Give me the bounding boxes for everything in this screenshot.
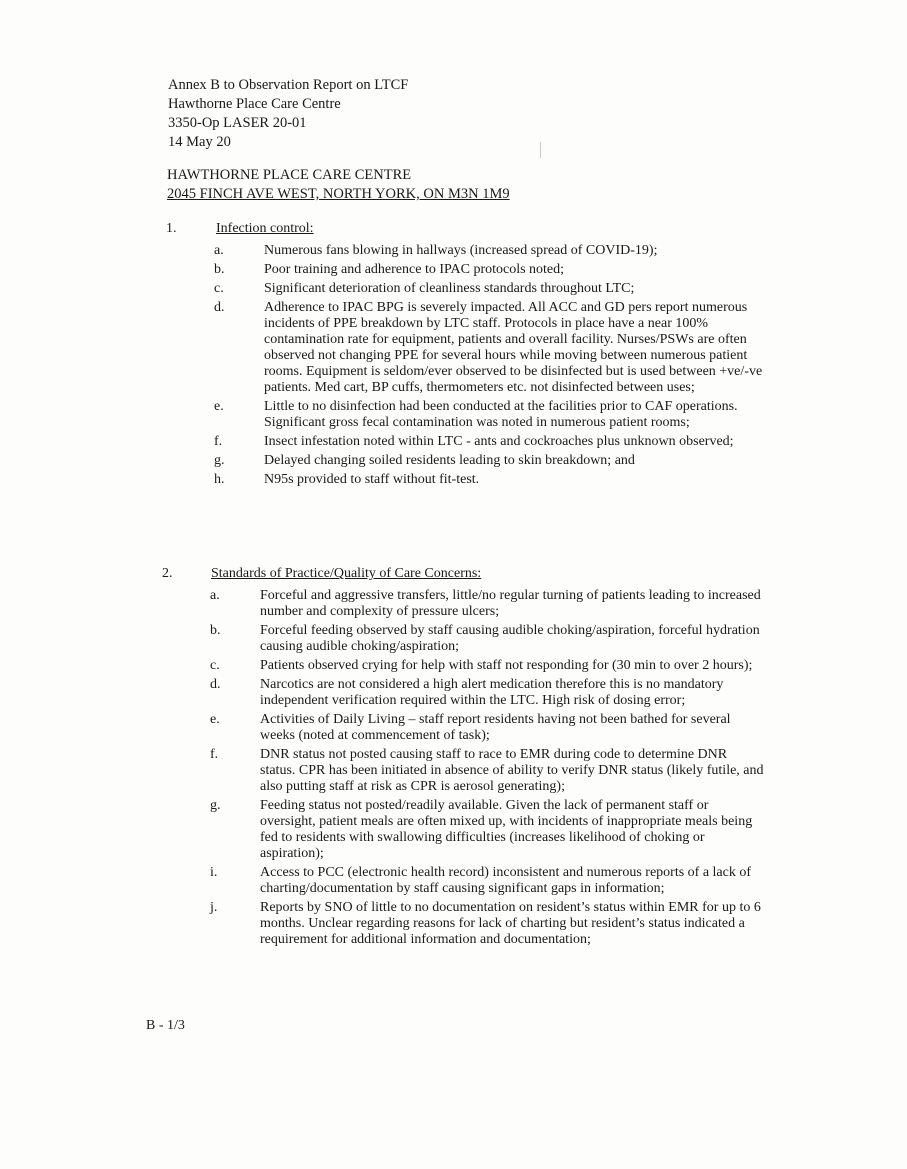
item-text: Feeding status not posted/readily available. Given the lack of permanent staff or oversight, patient meals are often mixed up, with incidents of inappropriate meals being fed to residents with swallowing difficulties (increases likelihood of choking or aspiration); — [260, 798, 753, 861]
facility-name: HAWTHORNE PLACE CARE CENTRE — [167, 167, 412, 183]
item-letter: j. — [210, 900, 218, 915]
item-text: Adherence to IPAC BPG is severely impacted. All ACC and GD pers report numerous incidents of PPE breakdown by LTC staff. Protocols in place have a near 100% contamination rate for equipment, patients and overall facility. Nurses/PSWs are often observed not changing PPE for several hours while moving between numerous patient rooms. Equipment is seldom/ever observed to be disinfected but is used between +ve/-ve patients. Med cart, BP cuffs, thermometers etc. not disinfected between uses; — [264, 300, 763, 395]
section-items — [214, 243, 769, 491]
section-title: Standards of Practice/Quality of Care Concerns: — [211, 566, 482, 581]
item-letter: a. — [214, 243, 224, 258]
item-letter: c. — [210, 658, 220, 673]
section-number: 2. — [162, 566, 173, 581]
item-letter: e. — [210, 712, 220, 727]
item-text: N95s provided to staff without fit-test. — [264, 472, 480, 487]
scan-artifact — [540, 142, 541, 158]
item-letter: h. — [214, 472, 225, 487]
list-item — [214, 434, 769, 450]
header-line-date: 14 May 20 — [168, 134, 231, 150]
item-letter: b. — [214, 262, 225, 277]
item-text: Little to no disinfection had been conducted at the facilities prior to CAF operations. Significant gross fecal contamination was noted in numerous patient rooms; — [264, 399, 738, 430]
item-letter: d. — [210, 677, 221, 692]
list-item — [210, 623, 765, 655]
list-item — [210, 712, 765, 744]
header-line-facility: Hawthorne Place Care Centre — [168, 96, 341, 112]
section-title: Infection control: — [216, 221, 314, 236]
list-item — [214, 281, 769, 297]
list-item — [210, 677, 765, 709]
item-letter: b. — [210, 623, 221, 638]
item-text: Patients observed crying for help with staff not responding for (30 min to over 2 hours); — [260, 658, 753, 673]
item-text: Narcotics are not considered a high alert medication therefore this is no mandatory independent verification required within the LTC. High risk of dosing error; — [260, 677, 724, 708]
list-item — [210, 798, 765, 862]
list-item — [214, 243, 769, 259]
item-letter: e. — [214, 399, 224, 414]
item-text: Insect infestation noted within LTC - ants and cockroaches plus unknown observed; — [264, 434, 734, 449]
section-items — [210, 588, 765, 951]
list-item — [214, 472, 769, 488]
section-number: 1. — [166, 221, 177, 236]
list-item — [210, 588, 765, 620]
header-line-annex: Annex B to Observation Report on LTCF — [168, 77, 409, 93]
list-item — [214, 453, 769, 469]
item-text: Delayed changing soiled residents leading to skin breakdown; and — [264, 453, 635, 468]
list-item — [210, 900, 765, 948]
annex-header — [168, 76, 408, 152]
item-text: Forceful and aggressive transfers, little/no regular turning of patients leading to increased number and complexity of pressure ulcers; — [260, 588, 761, 619]
item-text: Significant deterioration of cleanliness standards throughout LTC; — [264, 281, 635, 296]
list-item — [214, 399, 769, 431]
item-text: Reports by SNO of little to no documentation on resident’s status within EMR for up to 6 months. Unclear regarding reasons for lack of charting but resident’s status indicated a requirement for additional information and documentation; — [260, 900, 761, 947]
item-letter: g. — [210, 798, 221, 813]
header-line-reference: 3350-Op LASER 20-01 — [168, 115, 307, 131]
list-item — [210, 865, 765, 897]
item-text: Forceful feeding observed by staff causing audible choking/aspiration, forceful hydration causing audible choking/aspiration; — [260, 623, 760, 654]
item-text: Poor training and adherence to IPAC protocols noted; — [264, 262, 565, 277]
item-letter: c. — [214, 281, 224, 296]
facility-block — [167, 166, 510, 204]
page-number: B - 1/3 — [146, 1018, 185, 1033]
item-text: Activities of Daily Living – staff report residents having not been bathed for several weeks (noted at commencement of task); — [260, 712, 731, 743]
item-letter: g. — [214, 453, 225, 468]
item-letter: f. — [214, 434, 223, 449]
item-text: DNR status not posted causing staff to race to EMR during code to determine DNR status. CPR has been initiated in absence of ability to verify DNR status (likely futile, and also putting staff at risk as CPR is aerosol generating); — [260, 747, 764, 794]
list-item — [210, 747, 765, 795]
item-letter: i. — [210, 865, 218, 880]
item-text: Access to PCC (electronic health record) inconsistent and numerous reports of a lack of charting/documentation by staff causing significant gaps in information; — [260, 865, 752, 896]
item-letter: f. — [210, 747, 219, 762]
list-item — [210, 658, 765, 674]
item-text: Numerous fans blowing in hallways (increased spread of COVID-19); — [264, 243, 658, 258]
list-item — [214, 262, 769, 278]
item-letter: a. — [210, 588, 220, 603]
list-item — [214, 300, 769, 396]
facility-address: 2045 FINCH AVE WEST, NORTH YORK, ON M3N 1M9 — [167, 186, 510, 202]
item-letter: d. — [214, 300, 225, 315]
